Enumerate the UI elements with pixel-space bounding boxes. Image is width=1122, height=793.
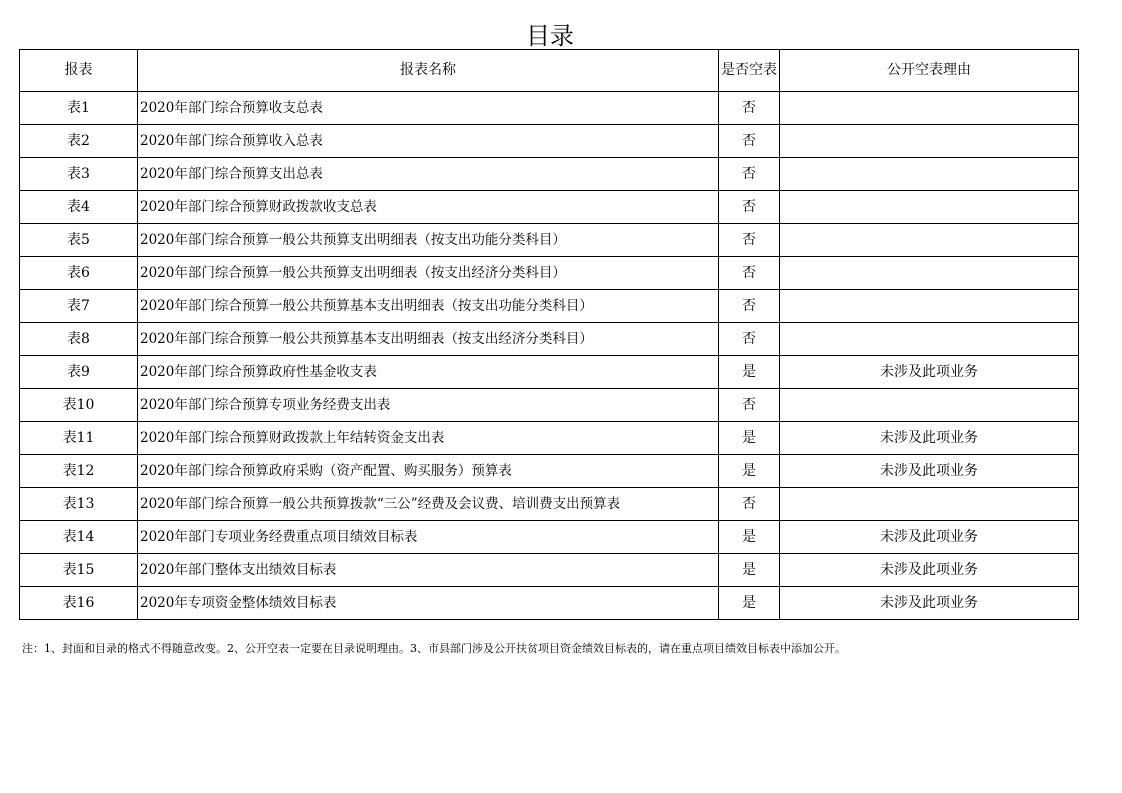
- row-reason-cell: [780, 158, 1079, 191]
- row-id-cell: 表15: [20, 554, 138, 587]
- row-id-cell: 表14: [20, 521, 138, 554]
- row-name-cell: 2020年专项资金整体绩效目标表: [138, 587, 719, 620]
- row-reason-cell: [780, 488, 1079, 521]
- header-is-empty: 是否空表: [719, 50, 780, 92]
- row-reason-cell: [780, 224, 1079, 257]
- row-reason-cell: 未涉及此项业务: [780, 455, 1079, 488]
- row-empty-cell: 否: [719, 224, 780, 257]
- row-name-cell: 2020年部门综合预算收入总表: [138, 125, 719, 158]
- table-row: [20, 224, 1079, 257]
- table-row: [20, 587, 1079, 620]
- row-reason-cell: [780, 125, 1079, 158]
- row-reason-cell: [780, 92, 1079, 125]
- page-title: 目录: [526, 22, 574, 50]
- row-id-cell: 表16: [20, 587, 138, 620]
- row-id-cell: 表11: [20, 422, 138, 455]
- row-empty-cell: 是: [719, 422, 780, 455]
- row-empty-cell: 否: [719, 257, 780, 290]
- row-id-cell: 表6: [20, 257, 138, 290]
- row-name-cell: 2020年部门综合预算财政拨款收支总表: [138, 191, 719, 224]
- row-reason-cell: [780, 290, 1079, 323]
- footnote: 注：1、封面和目录的格式不得随意改变。2、公开空表一定要在目录说明理由。3、市县部门涉及公开扶贫项目资金绩效目标表的，请在重点项目绩效目标表中添加公开。: [22, 642, 846, 655]
- row-reason-cell: 未涉及此项业务: [780, 521, 1079, 554]
- row-name-cell: 2020年部门综合预算政府性基金收支表: [138, 356, 719, 389]
- row-empty-cell: 是: [719, 554, 780, 587]
- row-empty-cell: 否: [719, 158, 780, 191]
- row-reason-cell: [780, 389, 1079, 422]
- row-name-cell: 2020年部门综合预算支出总表: [138, 158, 719, 191]
- row-name-cell: 2020年部门专项业务经费重点项目绩效目标表: [138, 521, 719, 554]
- row-id-cell: 表12: [20, 455, 138, 488]
- header-reason: 公开空表理由: [780, 50, 1079, 92]
- table-row: [20, 191, 1079, 224]
- row-empty-cell: 否: [719, 290, 780, 323]
- table-row: [20, 521, 1079, 554]
- row-reason-cell: 未涉及此项业务: [780, 356, 1079, 389]
- table-row: [20, 455, 1079, 488]
- table-header-row: [20, 50, 1079, 92]
- table-row: [20, 554, 1079, 587]
- table-row: [20, 290, 1079, 323]
- table-body: [20, 92, 1079, 620]
- table-row: [20, 257, 1079, 290]
- table-row: [20, 125, 1079, 158]
- row-empty-cell: 否: [719, 488, 780, 521]
- row-name-cell: 2020年部门综合预算一般公共预算拨款“三公”经费及会议费、培训费支出预算表: [138, 488, 719, 521]
- row-id-cell: 表2: [20, 125, 138, 158]
- row-id-cell: 表7: [20, 290, 138, 323]
- row-name-cell: 2020年部门综合预算一般公共预算支出明细表（按支出经济分类科目）: [138, 257, 719, 290]
- row-empty-cell: 是: [719, 587, 780, 620]
- row-empty-cell: 是: [719, 521, 780, 554]
- row-id-cell: 表13: [20, 488, 138, 521]
- row-reason-cell: [780, 323, 1079, 356]
- row-id-cell: 表5: [20, 224, 138, 257]
- row-reason-cell: 未涉及此项业务: [780, 587, 1079, 620]
- row-empty-cell: 否: [719, 389, 780, 422]
- header-table-id: 报表: [20, 50, 138, 92]
- row-id-cell: 表8: [20, 323, 138, 356]
- row-name-cell: 2020年部门综合预算一般公共预算基本支出明细表（按支出经济分类科目）: [138, 323, 719, 356]
- row-name-cell: 2020年部门综合预算一般公共预算基本支出明细表（按支出功能分类科目）: [138, 290, 719, 323]
- table-row: [20, 422, 1079, 455]
- row-name-cell: 2020年部门综合预算专项业务经费支出表: [138, 389, 719, 422]
- row-empty-cell: 是: [719, 455, 780, 488]
- table-row: [20, 323, 1079, 356]
- row-id-cell: 表9: [20, 356, 138, 389]
- row-reason-cell: 未涉及此项业务: [780, 554, 1079, 587]
- table-row: [20, 389, 1079, 422]
- row-reason-cell: 未涉及此项业务: [780, 422, 1079, 455]
- table-row: [20, 356, 1079, 389]
- row-id-cell: 表1: [20, 92, 138, 125]
- row-name-cell: 2020年部门综合预算一般公共预算支出明细表（按支出功能分类科目）: [138, 224, 719, 257]
- row-empty-cell: 是: [719, 356, 780, 389]
- row-id-cell: 表3: [20, 158, 138, 191]
- row-empty-cell: 否: [719, 125, 780, 158]
- row-reason-cell: [780, 257, 1079, 290]
- row-name-cell: 2020年部门整体支出绩效目标表: [138, 554, 719, 587]
- catalog-table: [19, 49, 1079, 620]
- table-row: [20, 488, 1079, 521]
- row-name-cell: 2020年部门综合预算财政拨款上年结转资金支出表: [138, 422, 719, 455]
- table-row: [20, 158, 1079, 191]
- row-empty-cell: 否: [719, 323, 780, 356]
- row-empty-cell: 否: [719, 92, 780, 125]
- header-table-name: 报表名称: [138, 50, 719, 92]
- row-reason-cell: [780, 191, 1079, 224]
- row-empty-cell: 否: [719, 191, 780, 224]
- row-id-cell: 表4: [20, 191, 138, 224]
- row-name-cell: 2020年部门综合预算政府采购（资产配置、购买服务）预算表: [138, 455, 719, 488]
- row-name-cell: 2020年部门综合预算收支总表: [138, 92, 719, 125]
- row-id-cell: 表10: [20, 389, 138, 422]
- table-row: [20, 92, 1079, 125]
